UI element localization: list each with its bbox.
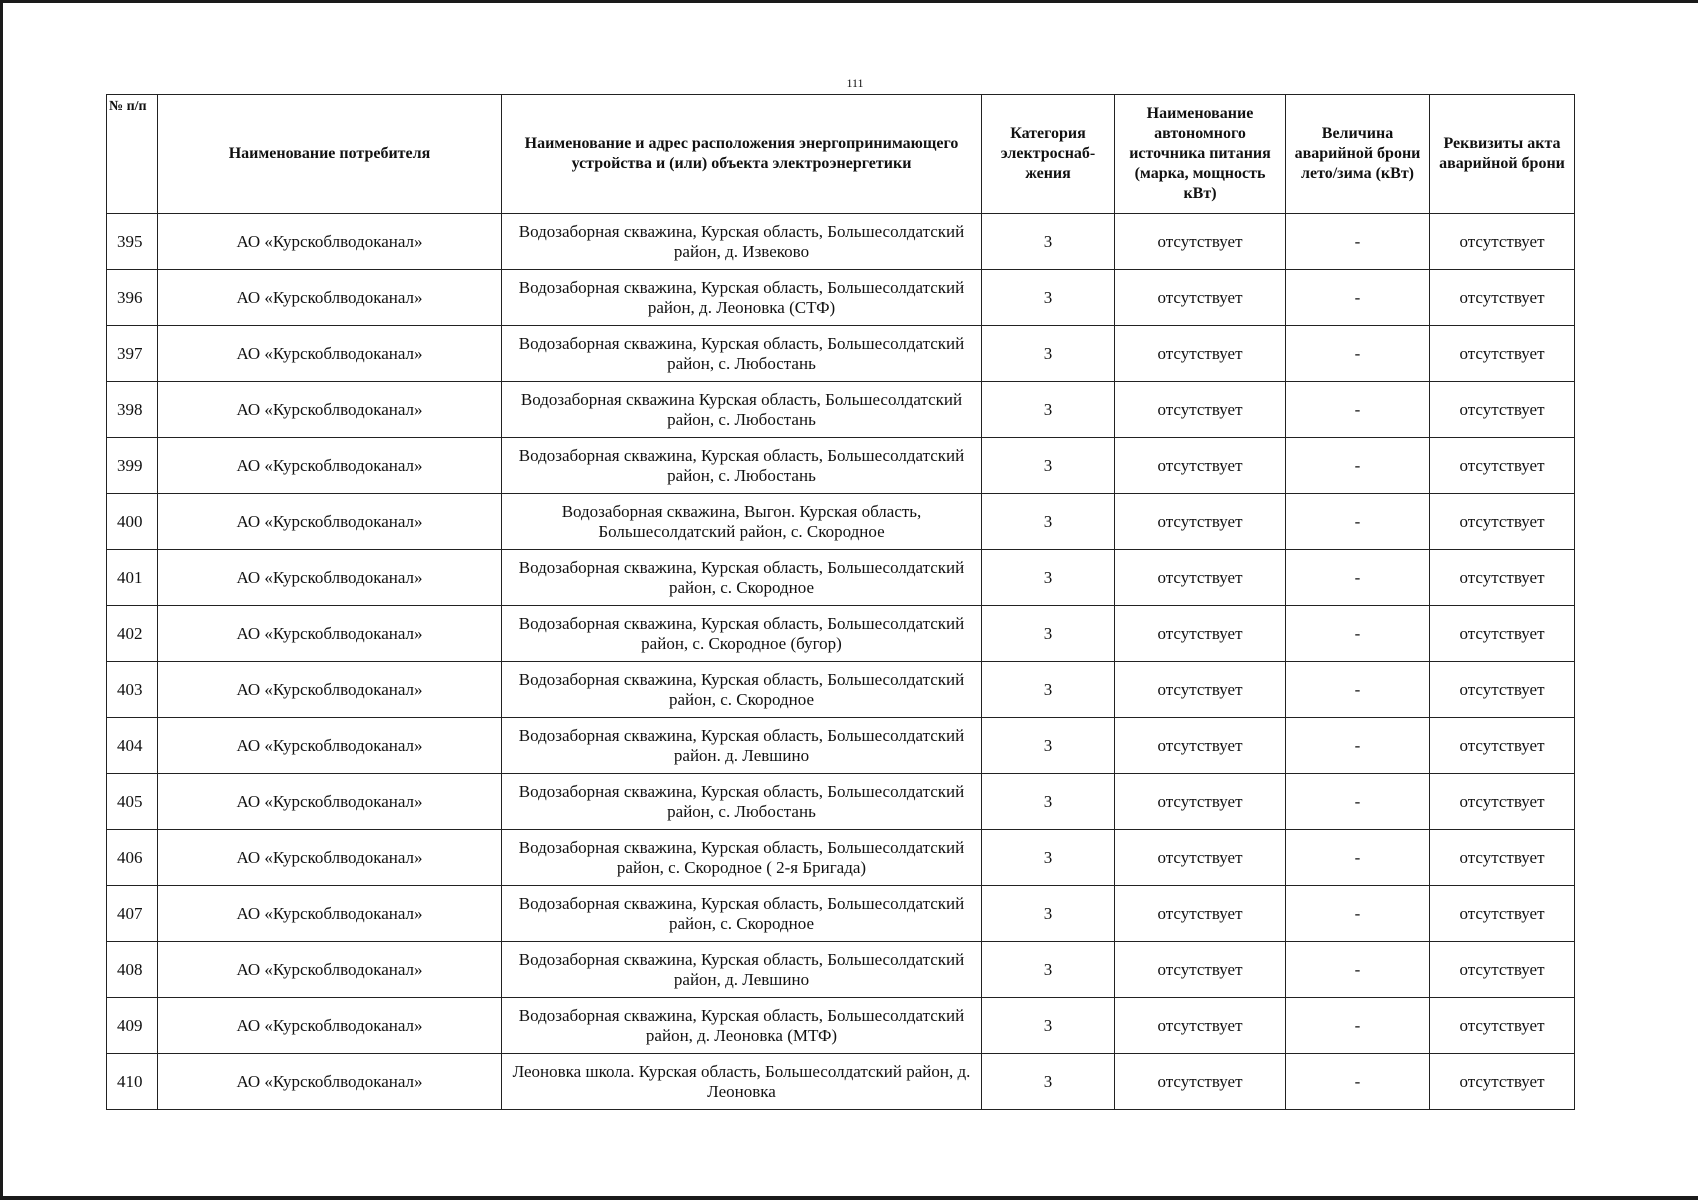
reserve-value: - xyxy=(1286,998,1430,1054)
table-row xyxy=(107,494,1575,550)
row-number: 402 xyxy=(107,606,158,662)
act-details: отсутствует xyxy=(1430,718,1575,774)
object-address: Водозаборная скважина, Курская область, Большесолдатский район, с. Скородное xyxy=(502,886,982,942)
supply-category: 3 xyxy=(982,606,1115,662)
supply-category: 3 xyxy=(982,494,1115,550)
act-details: отсутствует xyxy=(1430,774,1575,830)
header-autonomous-source: Наименование автономного источника питания (марка, мощность кВт) xyxy=(1115,95,1286,214)
row-number: 405 xyxy=(107,774,158,830)
consumer-name: АО «Курскоблводоканал» xyxy=(158,382,502,438)
supply-category: 3 xyxy=(982,830,1115,886)
row-number: 406 xyxy=(107,830,158,886)
autonomous-source: отсутствует xyxy=(1115,718,1286,774)
consumer-name: АО «Курскоблводоканал» xyxy=(158,606,502,662)
row-number: 395 xyxy=(107,214,158,270)
autonomous-source: отсутствует xyxy=(1115,214,1286,270)
reserve-value: - xyxy=(1286,214,1430,270)
supply-category: 3 xyxy=(982,718,1115,774)
object-address: Водозаборная скважина, Курская область, Большесолдатский район, д. Леоновка (СТФ) xyxy=(502,270,982,326)
table-row xyxy=(107,1054,1575,1110)
table-row xyxy=(107,606,1575,662)
row-number: 401 xyxy=(107,550,158,606)
scan-border-left xyxy=(0,0,3,1200)
header-supply-category: Категория электроснаб-жения xyxy=(982,95,1115,214)
table-row xyxy=(107,886,1575,942)
consumer-name: АО «Курскоблводоканал» xyxy=(158,550,502,606)
consumer-name: АО «Курскоблводоканал» xyxy=(158,214,502,270)
row-number: 399 xyxy=(107,438,158,494)
table-row xyxy=(107,326,1575,382)
object-address: Водозаборная скважина, Курская область, Большесолдатский район, д. Левшино xyxy=(502,942,982,998)
reserve-value: - xyxy=(1286,886,1430,942)
emergency-reserve-table xyxy=(106,94,1575,1110)
autonomous-source: отсутствует xyxy=(1115,494,1286,550)
reserve-value: - xyxy=(1286,326,1430,382)
reserve-value: - xyxy=(1286,382,1430,438)
autonomous-source: отсутствует xyxy=(1115,326,1286,382)
table-row xyxy=(107,550,1575,606)
table-row xyxy=(107,214,1575,270)
object-address: Водозаборная скважина, Курская область, Большесолдатский район, с. Любостань xyxy=(502,438,982,494)
table-row xyxy=(107,942,1575,998)
page-number: 111 xyxy=(846,76,864,90)
table-body xyxy=(107,214,1575,1110)
autonomous-source: отсутствует xyxy=(1115,382,1286,438)
row-number: 408 xyxy=(107,942,158,998)
row-number: 396 xyxy=(107,270,158,326)
reserve-value: - xyxy=(1286,438,1430,494)
act-details: отсутствует xyxy=(1430,942,1575,998)
reserve-value: - xyxy=(1286,718,1430,774)
consumer-name: АО «Курскоблводоканал» xyxy=(158,438,502,494)
header-object-address: Наименование и адрес расположения энергопринимающего устройства и (или) объекта электроэнергетики xyxy=(502,95,982,214)
reserve-value: - xyxy=(1286,606,1430,662)
act-details: отсутствует xyxy=(1430,382,1575,438)
supply-category: 3 xyxy=(982,270,1115,326)
table-header-row xyxy=(107,95,1575,214)
row-number: 404 xyxy=(107,718,158,774)
act-details: отсутствует xyxy=(1430,438,1575,494)
act-details: отсутствует xyxy=(1430,270,1575,326)
header-reserve-value: Величина аварийной брони лето/зима (кВт) xyxy=(1286,95,1430,214)
table-row xyxy=(107,830,1575,886)
act-details: отсутствует xyxy=(1430,886,1575,942)
autonomous-source: отсутствует xyxy=(1115,606,1286,662)
supply-category: 3 xyxy=(982,438,1115,494)
consumer-name: АО «Курскоблводоканал» xyxy=(158,830,502,886)
autonomous-source: отсутствует xyxy=(1115,270,1286,326)
supply-category: 3 xyxy=(982,662,1115,718)
reserve-value: - xyxy=(1286,550,1430,606)
reserve-value: - xyxy=(1286,270,1430,326)
supply-category: 3 xyxy=(982,942,1115,998)
supply-category: 3 xyxy=(982,886,1115,942)
autonomous-source: отсутствует xyxy=(1115,1054,1286,1110)
object-address: Водозаборная скважина, Курская область, Большесолдатский район, с. Любостань xyxy=(502,774,982,830)
reserve-value: - xyxy=(1286,662,1430,718)
consumer-name: АО «Курскоблводоканал» xyxy=(158,1054,502,1110)
header-consumer: Наименование потребителя xyxy=(158,95,502,214)
table-row xyxy=(107,718,1575,774)
consumer-name: АО «Курскоблводоканал» xyxy=(158,662,502,718)
row-number: 398 xyxy=(107,382,158,438)
autonomous-source: отсутствует xyxy=(1115,942,1286,998)
table-row xyxy=(107,270,1575,326)
consumer-name: АО «Курскоблводоканал» xyxy=(158,998,502,1054)
table-row xyxy=(107,998,1575,1054)
autonomous-source: отсутствует xyxy=(1115,830,1286,886)
object-address: Водозаборная скважина Курская область, Большесолдатский район, с. Любостань xyxy=(502,382,982,438)
act-details: отсутствует xyxy=(1430,830,1575,886)
act-details: отсутствует xyxy=(1430,494,1575,550)
supply-category: 3 xyxy=(982,774,1115,830)
header-act-details: Реквизиты акта аварийной брони xyxy=(1430,95,1575,214)
object-address: Водозаборная скважина, Курская область, Большесолдатский район, д. Леоновка (МТФ) xyxy=(502,998,982,1054)
reserve-value: - xyxy=(1286,942,1430,998)
header-number: № п/п xyxy=(107,95,158,214)
act-details: отсутствует xyxy=(1430,606,1575,662)
table-row xyxy=(107,662,1575,718)
table-row xyxy=(107,382,1575,438)
act-details: отсутствует xyxy=(1430,550,1575,606)
act-details: отсутствует xyxy=(1430,662,1575,718)
object-address: Леоновка школа. Курская область, Большесолдатский район, д. Леоновка xyxy=(502,1054,982,1110)
autonomous-source: отсутствует xyxy=(1115,998,1286,1054)
autonomous-source: отсутствует xyxy=(1115,662,1286,718)
row-number: 400 xyxy=(107,494,158,550)
table-row xyxy=(107,774,1575,830)
act-details: отсутствует xyxy=(1430,326,1575,382)
consumer-name: АО «Курскоблводоканал» xyxy=(158,774,502,830)
row-number: 403 xyxy=(107,662,158,718)
row-number: 407 xyxy=(107,886,158,942)
object-address: Водозаборная скважина, Курская область, Большесолдатский район, с. Скородное ( 2-я Бригада) xyxy=(502,830,982,886)
supply-category: 3 xyxy=(982,550,1115,606)
object-address: Водозаборная скважина, Выгон. Курская область, Большесолдатский район, с. Скородное xyxy=(502,494,982,550)
object-address: Водозаборная скважина, Курская область, Большесолдатский район, д. Извеково xyxy=(502,214,982,270)
object-address: Водозаборная скважина, Курская область, Большесолдатский район, с. Любостань xyxy=(502,326,982,382)
row-number: 410 xyxy=(107,1054,158,1110)
consumer-name: АО «Курскоблводоканал» xyxy=(158,718,502,774)
act-details: отсутствует xyxy=(1430,998,1575,1054)
act-details: отсутствует xyxy=(1430,214,1575,270)
supply-category: 3 xyxy=(982,998,1115,1054)
consumer-name: АО «Курскоблводоканал» xyxy=(158,326,502,382)
supply-category: 3 xyxy=(982,214,1115,270)
reserve-value: - xyxy=(1286,494,1430,550)
supply-category: 3 xyxy=(982,326,1115,382)
reserve-value: - xyxy=(1286,774,1430,830)
scan-border-bottom xyxy=(0,1196,1698,1200)
consumer-name: АО «Курскоблводоканал» xyxy=(158,494,502,550)
object-address: Водозаборная скважина, Курская область, Большесолдатский район, с. Скородное (бугор) xyxy=(502,606,982,662)
autonomous-source: отсутствует xyxy=(1115,886,1286,942)
autonomous-source: отсутствует xyxy=(1115,550,1286,606)
autonomous-source: отсутствует xyxy=(1115,438,1286,494)
row-number: 397 xyxy=(107,326,158,382)
scan-border-top xyxy=(0,0,1698,3)
table-row xyxy=(107,438,1575,494)
reserve-value: - xyxy=(1286,830,1430,886)
consumer-name: АО «Курскоблводоканал» xyxy=(158,942,502,998)
consumer-name: АО «Курскоблводоканал» xyxy=(158,886,502,942)
supply-category: 3 xyxy=(982,382,1115,438)
object-address: Водозаборная скважина, Курская область, Большесолдатский район, с. Скородное xyxy=(502,662,982,718)
object-address: Водозаборная скважина, Курская область, Большесолдатский район. д. Левшино xyxy=(502,718,982,774)
row-number: 409 xyxy=(107,998,158,1054)
act-details: отсутствует xyxy=(1430,1054,1575,1110)
consumer-name: АО «Курскоблводоканал» xyxy=(158,270,502,326)
autonomous-source: отсутствует xyxy=(1115,774,1286,830)
reserve-value: - xyxy=(1286,1054,1430,1110)
supply-category: 3 xyxy=(982,1054,1115,1110)
object-address: Водозаборная скважина, Курская область, Большесолдатский район, с. Скородное xyxy=(502,550,982,606)
